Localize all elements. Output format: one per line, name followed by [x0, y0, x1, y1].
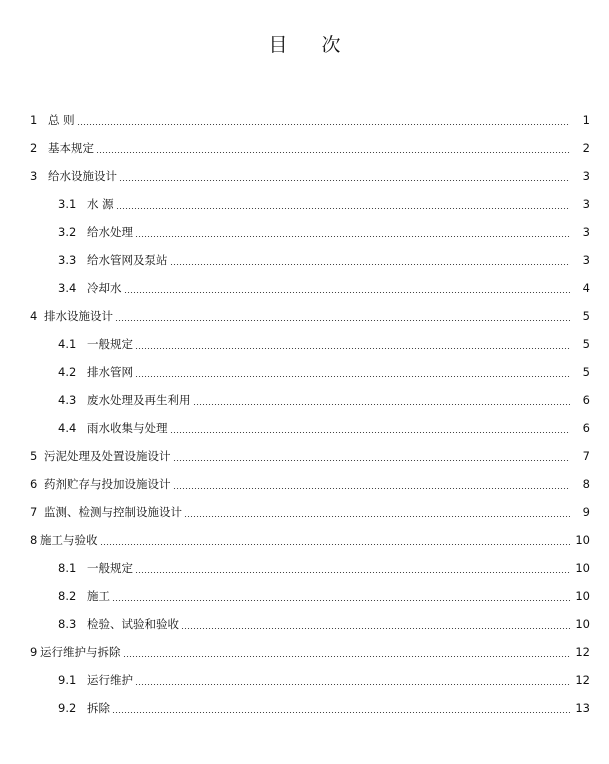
dot-leader	[123, 656, 571, 657]
toc-entry-label: 检验、试验和验收	[87, 617, 179, 631]
toc-entry-label: 运行维护	[87, 673, 133, 687]
toc-entry-number: 4.4	[58, 421, 77, 435]
toc-entry-page: 9	[582, 505, 590, 519]
dot-leader	[96, 152, 570, 153]
toc-entry-label: 药剂贮存与投加设施设计	[44, 477, 171, 491]
toc-entry-3[interactable]	[0, 162, 609, 190]
toc-entry-8-3[interactable]	[0, 610, 609, 638]
dot-leader	[170, 432, 571, 433]
toc-entry-8[interactable]	[0, 526, 609, 554]
toc-entry-page: 3	[582, 225, 590, 239]
toc-entry-label: 拆除	[87, 701, 110, 715]
page-title: 目 次	[268, 34, 355, 56]
toc-entry-page: 8	[582, 477, 590, 491]
toc-entry-page: 10	[575, 561, 590, 575]
toc-entry-page: 5	[582, 365, 590, 379]
toc-entry-page: 12	[575, 673, 590, 687]
toc-entry-3-3[interactable]	[0, 246, 609, 274]
toc-entry-number: 4.1	[58, 337, 77, 351]
toc-entry-label: 运行维护与拆除	[40, 645, 121, 659]
toc-entry-number: 4.2	[58, 365, 77, 379]
toc-entry-4-2[interactable]	[0, 358, 609, 386]
toc-entry-8-2[interactable]	[0, 582, 609, 610]
dot-leader	[112, 712, 570, 713]
dot-leader	[135, 376, 570, 377]
toc-entry-number: 8.2	[58, 589, 77, 603]
dot-leader	[184, 516, 570, 517]
toc-entry-label: 排水管网	[87, 365, 133, 379]
toc-entry-3-4[interactable]	[0, 274, 609, 302]
toc-entry-9[interactable]	[0, 638, 609, 666]
toc-entry-number: 6	[30, 477, 38, 491]
toc-entry-5[interactable]	[0, 442, 609, 470]
toc-entry-label: 废水处理及再生利用	[87, 393, 191, 407]
toc-entry-page: 1	[582, 113, 590, 127]
toc-entry-4[interactable]	[0, 302, 609, 330]
toc-entry-9-1[interactable]	[0, 666, 609, 694]
toc-entry-label: 排水设施设计	[44, 309, 113, 323]
toc-entry-label: 水 源	[87, 197, 114, 211]
toc-entry-3-2[interactable]	[0, 218, 609, 246]
toc-entry-number: 3.1	[58, 197, 77, 211]
toc-entry-label: 总 则	[48, 113, 75, 127]
toc-entry-number: 9.1	[58, 673, 77, 687]
toc-entry-page: 3	[582, 253, 590, 267]
toc-entry-page: 5	[582, 309, 590, 323]
toc-entry-page: 6	[582, 421, 590, 435]
toc-entry-1[interactable]	[0, 106, 609, 134]
toc-entry-number: 9	[30, 645, 38, 659]
dot-leader	[115, 320, 570, 321]
toc-entry-number: 4	[30, 309, 38, 323]
toc-entry-6[interactable]	[0, 470, 609, 498]
toc-entry-page: 12	[575, 645, 590, 659]
dot-leader	[170, 264, 571, 265]
toc-entry-number: 8.3	[58, 617, 77, 631]
toc-entry-label: 给水处理	[87, 225, 133, 239]
toc-entry-number: 9.2	[58, 701, 77, 715]
dot-leader	[173, 488, 571, 489]
toc-entry-label: 一般规定	[87, 561, 133, 575]
toc-entry-page: 13	[575, 701, 590, 715]
toc-entry-page: 5	[582, 337, 590, 351]
toc-entry-label: 一般规定	[87, 337, 133, 351]
toc-entry-number: 7	[30, 505, 38, 519]
dot-leader	[124, 292, 571, 293]
toc-entry-page: 10	[575, 617, 590, 631]
toc-entry-label: 基本规定	[48, 141, 94, 155]
toc-entry-label: 施工与验收	[40, 533, 98, 547]
toc-entry-page: 4	[582, 281, 590, 295]
dot-leader	[173, 460, 571, 461]
toc-entry-number: 8	[30, 533, 38, 547]
toc-entry-label: 施工	[87, 589, 110, 603]
dot-leader	[135, 348, 570, 349]
toc-entry-number: 8.1	[58, 561, 77, 575]
toc-entry-page: 10	[575, 589, 590, 603]
dot-leader	[100, 544, 571, 545]
dot-leader	[135, 572, 570, 573]
toc-entry-label: 给水管网及泵站	[87, 253, 168, 267]
toc-entry-page: 3	[582, 169, 590, 183]
toc-entry-4-1[interactable]	[0, 330, 609, 358]
toc-entry-number: 3	[30, 169, 38, 183]
toc-entry-7[interactable]	[0, 498, 609, 526]
dot-leader	[77, 124, 570, 125]
dot-leader	[116, 208, 570, 209]
toc-entry-number: 3.4	[58, 281, 77, 295]
toc-entry-label: 污泥处理及处置设施设计	[44, 449, 171, 463]
toc-entry-8-1[interactable]	[0, 554, 609, 582]
toc-entry-number: 2	[30, 141, 38, 155]
dot-leader	[112, 600, 570, 601]
toc-entry-label: 冷却水	[87, 281, 122, 295]
dot-leader	[119, 180, 570, 181]
toc-entry-number: 4.3	[58, 393, 77, 407]
toc-entry-page: 2	[582, 141, 590, 155]
toc-entry-number: 5	[30, 449, 38, 463]
toc-entry-label: 给水设施设计	[48, 169, 117, 183]
toc-entry-4-4[interactable]	[0, 414, 609, 442]
toc-entry-page: 7	[582, 449, 590, 463]
toc-entry-label: 监测、检测与控制设施设计	[44, 505, 182, 519]
toc-entry-number: 3.3	[58, 253, 77, 267]
dot-leader	[135, 236, 570, 237]
toc-entry-page: 6	[582, 393, 590, 407]
dot-leader	[135, 684, 570, 685]
toc-entry-4-3[interactable]	[0, 386, 609, 414]
toc-entry-number: 1	[30, 113, 38, 127]
toc-entry-page: 3	[582, 197, 590, 211]
dot-leader	[193, 404, 571, 405]
toc-entry-page: 10	[575, 533, 590, 547]
table-of-contents	[0, 106, 609, 722]
toc-entry-2[interactable]	[0, 134, 609, 162]
toc-entry-label: 雨水收集与处理	[87, 421, 168, 435]
toc-entry-3-1[interactable]	[0, 190, 609, 218]
toc-entry-9-2[interactable]	[0, 694, 609, 722]
toc-entry-number: 3.2	[58, 225, 77, 239]
dot-leader	[181, 628, 570, 629]
